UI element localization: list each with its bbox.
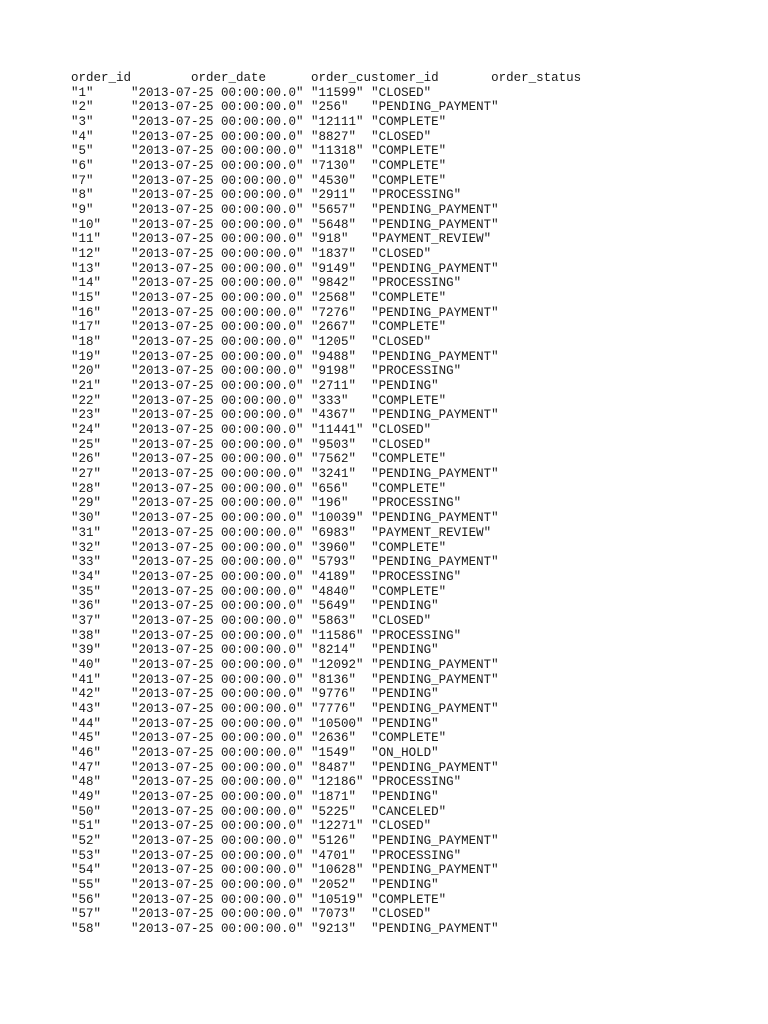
data-line: "36" "2013-07-25 00:00:00.0" "5649" "PENDING" [71, 599, 439, 614]
data-line: "40" "2013-07-25 00:00:00.0" "12092" "PENDING_PAYMENT" [71, 657, 499, 672]
data-line: "17" "2013-07-25 00:00:00.0" "2667" "COMPLETE" [71, 320, 447, 335]
data-line: "37" "2013-07-25 00:00:00.0" "5863" "CLOSED" [71, 613, 432, 628]
data-line: "42" "2013-07-25 00:00:00.0" "9776" "PENDING" [71, 687, 439, 702]
data-line: "43" "2013-07-25 00:00:00.0" "7776" "PENDING_PAYMENT" [71, 701, 499, 716]
data-line: "49" "2013-07-25 00:00:00.0" "1871" "PENDING" [71, 789, 439, 804]
data-line: "8" "2013-07-25 00:00:00.0" "2911" "PROCESSING" [71, 188, 462, 203]
data-line: "5" "2013-07-25 00:00:00.0" "11318" "COMPLETE" [71, 144, 447, 159]
data-line: "32" "2013-07-25 00:00:00.0" "3960" "COMPLETE" [71, 540, 447, 555]
header-line: order_id order_date order_customer_id order_status [71, 71, 582, 85]
data-line: "13" "2013-07-25 00:00:00.0" "9149" "PENDING_PAYMENT" [71, 261, 499, 276]
data-line: "10" "2013-07-25 00:00:00.0" "5648" "PENDING_PAYMENT" [71, 217, 499, 232]
data-line: "50" "2013-07-25 00:00:00.0" "5225" "CANCELED" [71, 804, 447, 819]
data-line: "34" "2013-07-25 00:00:00.0" "4189" "PROCESSING" [71, 569, 462, 584]
data-line: "33" "2013-07-25 00:00:00.0" "5793" "PENDING_PAYMENT" [71, 555, 499, 570]
data-line: "12" "2013-07-25 00:00:00.0" "1837" "CLOSED" [71, 247, 432, 262]
data-line: "25" "2013-07-25 00:00:00.0" "9503" "CLOSED" [71, 437, 432, 452]
data-line: "52" "2013-07-25 00:00:00.0" "5126" "PENDING_PAYMENT" [71, 833, 499, 848]
data-line: "11" "2013-07-25 00:00:00.0" "918" "PAYMENT_REVIEW" [71, 232, 492, 247]
data-line: "18" "2013-07-25 00:00:00.0" "1205" "CLOSED" [71, 335, 432, 350]
data-line: "14" "2013-07-25 00:00:00.0" "9842" "PROCESSING" [71, 276, 462, 291]
data-line: "56" "2013-07-25 00:00:00.0" "10519" "COMPLETE" [71, 892, 447, 907]
data-line: "3" "2013-07-25 00:00:00.0" "12111" "COMPLETE" [71, 115, 447, 130]
data-line: "21" "2013-07-25 00:00:00.0" "2711" "PENDING" [71, 379, 439, 394]
data-line: "2" "2013-07-25 00:00:00.0" "256" "PENDING_PAYMENT" [71, 100, 499, 115]
data-line: "22" "2013-07-25 00:00:00.0" "333" "COMPLETE" [71, 393, 447, 408]
data-line: "53" "2013-07-25 00:00:00.0" "4701" "PROCESSING" [71, 848, 462, 863]
data-line: "48" "2013-07-25 00:00:00.0" "12186" "PROCESSING" [71, 775, 462, 790]
data-line: "28" "2013-07-25 00:00:00.0" "656" "COMPLETE" [71, 481, 447, 496]
data-line: "23" "2013-07-25 00:00:00.0" "4367" "PENDING_PAYMENT" [71, 408, 499, 423]
data-line: "15" "2013-07-25 00:00:00.0" "2568" "COMPLETE" [71, 291, 447, 306]
tsv-document [71, 71, 581, 937]
data-line: "4" "2013-07-25 00:00:00.0" "8827" "CLOSED" [71, 129, 432, 144]
data-line: "6" "2013-07-25 00:00:00.0" "7130" "COMPLETE" [71, 159, 447, 174]
data-line: "57" "2013-07-25 00:00:00.0" "7073" "CLOSED" [71, 907, 432, 922]
data-line: "38" "2013-07-25 00:00:00.0" "11586" "PROCESSING" [71, 628, 462, 643]
data-line: "31" "2013-07-25 00:00:00.0" "6983" "PAYMENT_REVIEW" [71, 525, 492, 540]
data-line: "39" "2013-07-25 00:00:00.0" "8214" "PENDING" [71, 643, 439, 658]
data-line: "19" "2013-07-25 00:00:00.0" "9488" "PENDING_PAYMENT" [71, 349, 499, 364]
data-line: "45" "2013-07-25 00:00:00.0" "2636" "COMPLETE" [71, 731, 447, 746]
data-line: "27" "2013-07-25 00:00:00.0" "3241" "PENDING_PAYMENT" [71, 467, 499, 482]
data-line: "46" "2013-07-25 00:00:00.0" "1549" "ON_HOLD" [71, 745, 439, 760]
data-line: "35" "2013-07-25 00:00:00.0" "4840" "COMPLETE" [71, 584, 447, 599]
data-line: "16" "2013-07-25 00:00:00.0" "7276" "PENDING_PAYMENT" [71, 305, 499, 320]
data-line: "54" "2013-07-25 00:00:00.0" "10628" "PENDING_PAYMENT" [71, 863, 499, 878]
data-line: "55" "2013-07-25 00:00:00.0" "2052" "PENDING" [71, 877, 439, 892]
data-line: "9" "2013-07-25 00:00:00.0" "5657" "PENDING_PAYMENT" [71, 203, 499, 218]
data-line: "58" "2013-07-25 00:00:00.0" "9213" "PENDING_PAYMENT" [71, 921, 499, 936]
data-line: "24" "2013-07-25 00:00:00.0" "11441" "CLOSED" [71, 423, 432, 438]
data-line: "51" "2013-07-25 00:00:00.0" "12271" "CLOSED" [71, 819, 432, 834]
data-line: "47" "2013-07-25 00:00:00.0" "8487" "PENDING_PAYMENT" [71, 760, 499, 775]
data-line: "1" "2013-07-25 00:00:00.0" "11599" "CLOSED" [71, 85, 432, 100]
data-line: "41" "2013-07-25 00:00:00.0" "8136" "PENDING_PAYMENT" [71, 672, 499, 687]
data-line: "20" "2013-07-25 00:00:00.0" "9198" "PROCESSING" [71, 364, 462, 379]
data-line: "29" "2013-07-25 00:00:00.0" "196" "PROCESSING" [71, 496, 462, 511]
data-line: "7" "2013-07-25 00:00:00.0" "4530" "COMPLETE" [71, 173, 447, 188]
data-line: "30" "2013-07-25 00:00:00.0" "10039" "PENDING_PAYMENT" [71, 511, 499, 526]
data-line: "44" "2013-07-25 00:00:00.0" "10500" "PENDING" [71, 716, 439, 731]
data-line: "26" "2013-07-25 00:00:00.0" "7562" "COMPLETE" [71, 452, 447, 467]
